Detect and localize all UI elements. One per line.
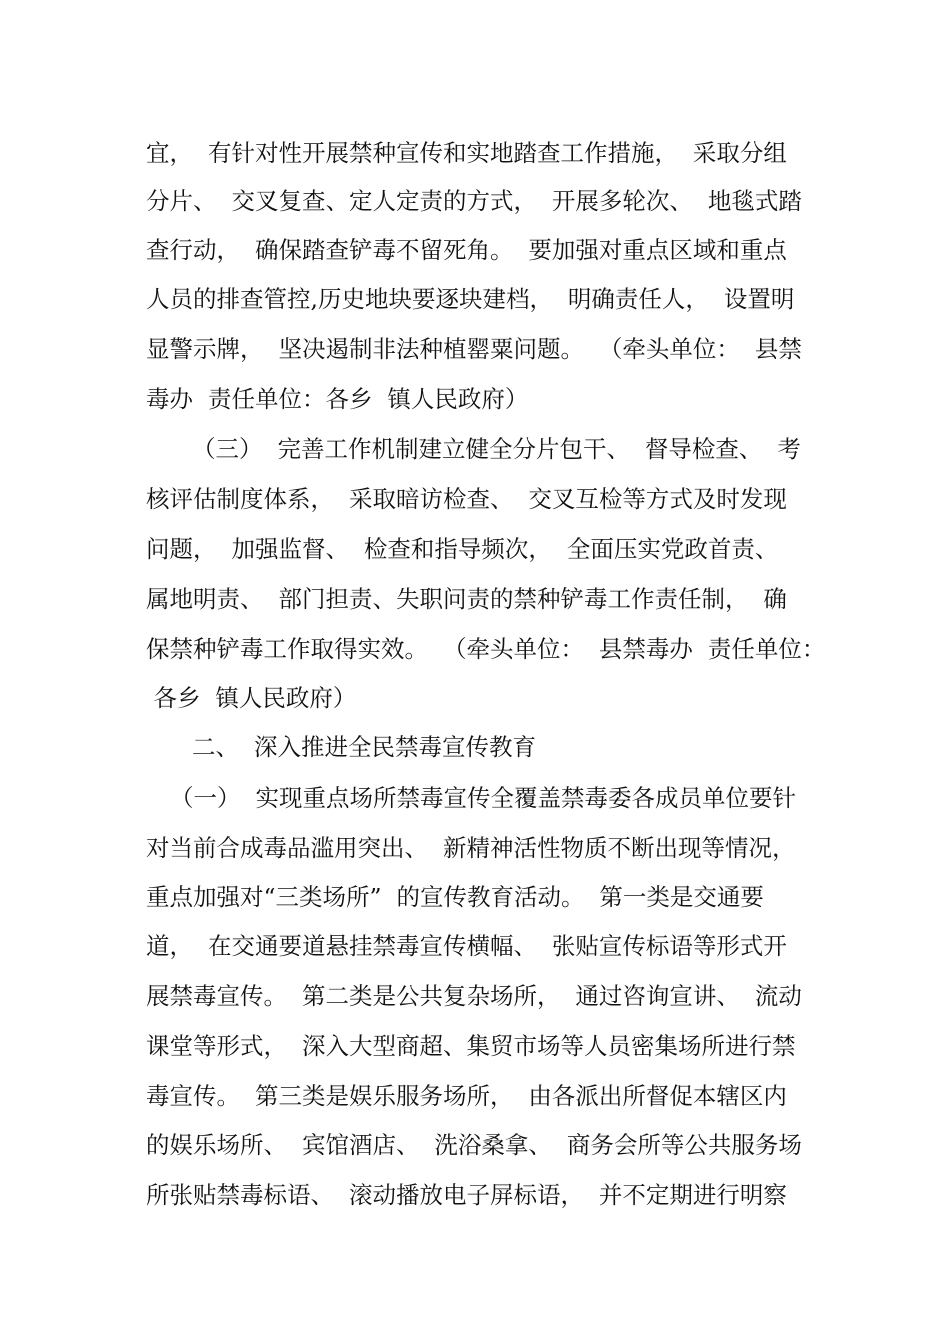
text-line: 展禁毒宣传。 第二类是公共复杂场所， 通过咨询宣讲、 流动 <box>146 982 802 1010</box>
text-line: 人员的排查管控,历史地块要逐块建档， 明确责任人， 设置明 <box>146 285 795 313</box>
text-line: 核评估制度体系， 采取暗访检查、 交叉互检等方式及时发现 <box>146 485 787 513</box>
text-line: 各乡 镇人民政府） <box>146 684 357 712</box>
text-line: 的娱乐场所、 宾馆酒店、 洗浴桑拿、 商务会所等公共服务场 <box>146 1131 802 1159</box>
text-line: 重点加强对“三类场所” 的宣传教育活动。 第一类是交通要 <box>146 883 764 911</box>
text-line: 分片、 交叉复查、定人定责的方式， 开展多轮次、 地毯式踏 <box>146 187 802 215</box>
text-line: 所张贴禁毒标语、 滚动播放电子屏标语， 并不定期进行明察 <box>146 1181 787 1209</box>
text-line: 宜， 有针对性开展禁种宣传和实地踏查工作措施， 采取分组 <box>146 139 787 167</box>
text-line: 课堂等形式， 深入大型商超、集贸市场等人员密集场所进行禁 <box>146 1032 796 1060</box>
text-line: 显警示牌， 坚决遏制非法种植罂粟问题。 （牵头单位： 县禁 <box>146 335 802 363</box>
text-line: 属地明责、 部门担责、失职问责的禁种铲毒工作责任制， 确 <box>146 585 787 613</box>
text-line: 道， 在交通要道悬挂禁毒宣传横幅、 张贴宣传标语等形式开 <box>146 932 787 960</box>
text-line: 查行动， 确保踏查铲毒不留死角。 要加强对重点区域和重点 <box>146 236 787 264</box>
section-heading: （三） 完善工作机制建立健全分片包干、 督导检查、 考 <box>192 435 801 463</box>
text-line: 保禁种铲毒工作取得实效。 （牵头单位： 县禁毒办 责任单位： <box>146 635 826 663</box>
text-line: 对当前合成毒品滥用突出、 新精神活性物质不断出现等情况， <box>146 834 796 862</box>
text-line: 毒办 责任单位：各乡 镇人民政府） <box>146 385 529 413</box>
text-line: 问题， 加强监督、 检查和指导频次， 全面压实党政首责、 <box>146 535 779 563</box>
section-heading: 二、 深入推进全民禁毒宣传教育 <box>192 733 536 761</box>
section-heading: （一） 实现重点场所禁毒宣传全覆盖禁毒委各成员单位要针 <box>170 784 796 812</box>
text-line: 毒宣传。 第三类是娱乐服务场所， 由各派出所督促本辖区内 <box>146 1082 787 1110</box>
